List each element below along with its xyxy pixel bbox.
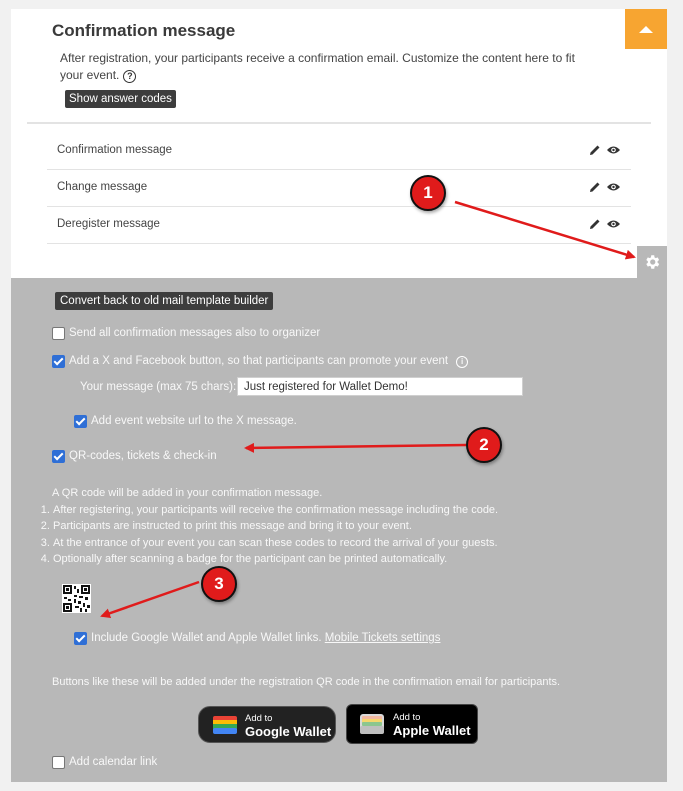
send-organizer-checkbox[interactable] xyxy=(52,327,65,340)
calendar-label: Add calendar link xyxy=(69,756,158,768)
gear-icon xyxy=(643,253,661,271)
google-wallet-small: Add to xyxy=(245,712,273,724)
annotation-badge-2: 2 xyxy=(466,427,502,463)
annotation-badge-3: 3 xyxy=(201,566,237,602)
pencil-icon[interactable] xyxy=(588,217,602,231)
apple-wallet-button xyxy=(346,704,478,744)
pencil-icon[interactable] xyxy=(588,143,602,157)
description xyxy=(60,50,600,84)
settings-panel xyxy=(11,278,667,782)
social-button-row xyxy=(69,355,468,368)
help-icon[interactable]: ? xyxy=(123,70,136,83)
google-wallet-big: Google Wallet xyxy=(245,723,332,739)
page-title: Confirmation message xyxy=(52,21,236,40)
send-organizer-label: Send all confirmation messages also to organizer xyxy=(69,327,321,339)
buttons-note: Buttons like these will be added under the registration QR code in the confirmation email for participants. xyxy=(52,676,561,688)
annotation-badge-1: 1 xyxy=(410,175,446,211)
apple-wallet-icon xyxy=(359,713,385,735)
add-url-checkbox[interactable] xyxy=(74,415,87,428)
info-icon[interactable]: i xyxy=(456,356,468,368)
show-answer-codes-button[interactable]: Show answer codes xyxy=(65,90,176,108)
your-message-label: Your message (max 75 chars): xyxy=(80,381,237,393)
calendar-checkbox[interactable] xyxy=(52,756,65,769)
eye-icon[interactable] xyxy=(606,181,621,193)
wallet-row xyxy=(91,632,440,644)
eye-icon[interactable] xyxy=(606,144,621,156)
qr-codes-label: QR-codes, tickets & check-in xyxy=(69,450,217,462)
message-row-deregister[interactable] xyxy=(47,207,631,244)
confirmation-card xyxy=(11,9,667,782)
list-item: 1. After registering, your participants will receive the confirmation message including the code. xyxy=(53,502,498,518)
message-row-confirmation[interactable] xyxy=(47,133,631,170)
qr-steps-list xyxy=(37,502,498,567)
wallet-checkbox[interactable] xyxy=(74,632,87,645)
social-button-checkbox[interactable] xyxy=(52,355,65,368)
message-label: Change message xyxy=(57,181,148,193)
chevron-up-icon xyxy=(639,26,653,33)
qr-codes-checkbox[interactable] xyxy=(52,450,65,463)
apple-wallet-small: Add to xyxy=(393,712,421,723)
message-label: Confirmation message xyxy=(57,144,173,156)
message-label: Deregister message xyxy=(57,218,160,230)
qr-code-icon xyxy=(62,584,91,613)
pencil-icon[interactable] xyxy=(588,180,602,194)
social-button-label: Add a X and Facebook button, so that participants can promote your event xyxy=(69,355,449,367)
divider xyxy=(27,122,651,124)
eye-icon[interactable] xyxy=(606,218,621,230)
qr-intro: A QR code will be added in your confirmation message. xyxy=(52,487,323,499)
apple-wallet-big: Apple Wallet xyxy=(393,723,471,738)
google-wallet-button xyxy=(198,706,336,743)
description-text: After registration, your participants receive a confirmation email. Customize the content here to fit your event. xyxy=(60,51,575,82)
wallet-label: Include Google Wallet and Apple Wallet links. xyxy=(91,632,322,644)
message-row-change[interactable] xyxy=(47,170,631,207)
google-wallet-icon xyxy=(212,715,238,735)
add-url-label: Add event website url to the X message. xyxy=(91,415,297,427)
settings-button[interactable] xyxy=(637,246,667,278)
convert-template-button[interactable]: Convert back to old mail template builder xyxy=(55,292,273,310)
list-item: 4. Optionally after scanning a badge for the participant can be printed automatically. xyxy=(53,551,498,567)
your-message-input[interactable]: Just registered for Wallet Demo! xyxy=(237,377,523,396)
collapse-button[interactable] xyxy=(625,9,667,49)
confirmation-header-panel xyxy=(11,9,667,278)
list-item: 3. At the entrance of your event you can scan these codes to record the arrival of your guests. xyxy=(53,535,498,551)
mobile-tickets-link[interactable]: Mobile Tickets settings xyxy=(324,632,441,644)
list-item: 2. Participants are instructed to print this message and bring it to your event. xyxy=(53,518,498,534)
